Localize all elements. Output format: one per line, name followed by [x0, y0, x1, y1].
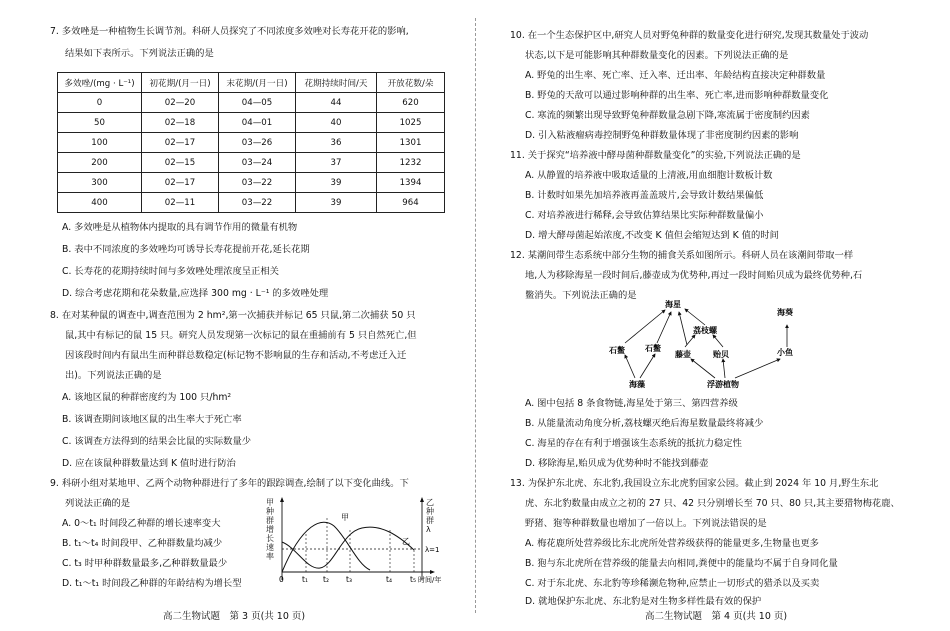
- q10-option-c: C. 寒流的频繁出现导致野兔种群数量急剧下降,寒流属于密度制约因素: [525, 110, 810, 121]
- q10-stem-line2: 状态,以下是可能影响其种群数量变化的因素。下列说法正确的是: [525, 50, 789, 61]
- left-page-footer: 高二生物试题 第 3 页(共 10 页): [163, 611, 306, 622]
- table-header-cell: 多效唑/(mg · L⁻¹): [58, 73, 142, 93]
- q8-option-d: D. 应在该鼠种群数量达到 K 值时进行防治: [62, 458, 236, 469]
- q11-option-b: B. 计数时如果先加培养液再盖盖玻片,会导致计数结果偏低: [525, 190, 764, 201]
- q7-option-c: C. 长寿花的花期持续时间与多效唑处理浓度呈正相关: [62, 266, 279, 277]
- x-axis-unit: 时间/年: [418, 576, 442, 584]
- curve-label-jia: 甲: [341, 513, 349, 522]
- node-haoyu: 海葵: [777, 308, 793, 317]
- table-cell: 02—17: [142, 173, 219, 193]
- q10-option-b: B. 野兔的天敌可以通过影响种群的出生率、死亡率,进而影响种群数量变化: [525, 90, 829, 101]
- q7-option-d: D. 综合考虑花期和花朵数量,应选择 300 mg · L⁻¹ 的多效唑处理: [62, 288, 329, 299]
- table-cell: 02—11: [142, 193, 219, 213]
- q9-option-d: D. t₁～t₁ 时间段乙种群的年龄结构为增长型: [62, 578, 242, 589]
- table-cell: 03—24: [219, 153, 296, 173]
- table-header-cell: 花期持续时间/天: [296, 73, 377, 93]
- q11-option-d: D. 增大酵母菌起始浓度,不改变 K 值但会缩短达到 K 值的时间: [525, 230, 779, 241]
- q11-stem: 11. 关于探究“培养液中酵母菌种群数量变化”的实验,下列说法正确的是: [510, 150, 801, 161]
- x-tick-t2: t₂: [323, 575, 329, 584]
- table-cell: 1232: [377, 153, 445, 173]
- q8-stem-line3: 因该段时间内有鼠出生而种群总数稳定(标记物不影响鼠的生存和活动,不考虑迁入迁: [65, 350, 407, 361]
- node-shibie: 石鳖: [609, 346, 625, 355]
- q12-option-d: D. 移除海星,贻贝成为优势种时不能找到藤壶: [525, 458, 709, 469]
- q12-option-c: C. 海星的存在有利于增强该生态系统的抵抗力稳定性: [525, 438, 742, 449]
- table-cell: 1394: [377, 173, 445, 193]
- q8-option-a: A. 该地区鼠的种群密度约为 100 只/hm²: [62, 392, 232, 403]
- q9-y-left-label: 甲种群增长速率: [266, 498, 274, 561]
- table-cell: 400: [58, 193, 142, 213]
- node-xiaoyu: 小鱼: [777, 348, 793, 357]
- table-row: [58, 153, 445, 173]
- q11-option-a: A. 从静置的培养液中吸取适量的上清液,用血细胞计数板计数: [525, 170, 773, 181]
- x-tick-t3: t₃: [346, 575, 352, 584]
- node-fuyou: 浮游植物: [707, 380, 739, 389]
- table-cell: 44: [296, 93, 377, 113]
- node-lizhiluo: 荔枝螺: [693, 326, 717, 335]
- table-cell: 02—17: [142, 133, 219, 153]
- table-cell: 02—18: [142, 113, 219, 133]
- lambda-label: λ=1: [425, 546, 440, 554]
- q10-stem-line1: 10. 在一个生态保护区中,研究人员对野兔种群的数量变化进行研究,发现其数量处于波动: [510, 30, 869, 41]
- table-cell: 03—22: [219, 193, 296, 213]
- node-yibei: 贻贝: [713, 350, 729, 359]
- table-header-row: [58, 73, 445, 93]
- q9-option-a: A. 0～t₁ 时间段乙种群的增长速率变大: [62, 518, 221, 529]
- table-row: [58, 113, 445, 133]
- q8-stem-line4: 出)。下列说法正确的是: [65, 370, 162, 381]
- node-haixing: 海星: [665, 300, 681, 309]
- table-cell: 0: [58, 93, 142, 113]
- q13-stem-line2: 虎、东北豹数量由成立之初的 27 只、42 只分别增长至 70 只、80 只,其主要猎物梅花鹿、: [525, 498, 900, 509]
- x-tick-t1: t₁: [302, 575, 308, 584]
- right-page: [475, 0, 950, 631]
- q9-stem-line1: 9. 科研小组对某地甲、乙两个动物种群进行了多年的跟踪调查,绘制了以下变化曲线。下: [50, 478, 409, 489]
- q13-option-c: C. 对于东北虎、东北豹等珍稀濒危物种,应禁止一切形式的猎杀以及买卖: [525, 578, 820, 589]
- q11-option-c: C. 对培养液进行稀释,会导致估算结果比实际种群数量偏小: [525, 210, 764, 221]
- q13-option-a: A. 梅花鹿所处营养级比东北虎所处营养级获得的能量更多,生物量也更多: [525, 538, 819, 549]
- q13-option-d: D. 就地保护东北虎、东北豹是对生物多样性最有效的保护: [525, 596, 762, 607]
- q12-option-a: A. 图中包括 8 条食物链,海星处于第三、第四营养级: [525, 398, 738, 409]
- right-page-footer: 高二生物试题 第 4 页(共 10 页): [645, 611, 788, 622]
- table-row: [58, 173, 445, 193]
- table-cell: 100: [58, 133, 142, 153]
- table-cell: 03—22: [219, 173, 296, 193]
- table-cell: 02—20: [142, 93, 219, 113]
- table-cell: 1025: [377, 113, 445, 133]
- x-tick-t4: t₄: [386, 575, 392, 584]
- table-cell: 02—15: [142, 153, 219, 173]
- q7-data-table: [57, 72, 445, 213]
- table-header-cell: 末花期/(月一日): [219, 73, 296, 93]
- table-cell: 40: [296, 113, 377, 133]
- table-row: [58, 133, 445, 153]
- table-cell: 36: [296, 133, 377, 153]
- q12-stem-line3: 鳖消失。下列说法正确的是: [525, 290, 637, 301]
- table-header-cell: 初花期/(月一日): [142, 73, 219, 93]
- table-cell: 964: [377, 193, 445, 213]
- table-cell: 37: [296, 153, 377, 173]
- node-tenghu: 藤壶: [675, 350, 691, 359]
- q9-option-b: B. t₁～t₄ 时间段甲、乙种群数量均减少: [62, 538, 223, 549]
- q9-y-right-label: 乙种群λ: [426, 498, 434, 534]
- table-cell: 04—05: [219, 93, 296, 113]
- table-cell: 04—01: [219, 113, 296, 133]
- table-cell: 200: [58, 153, 142, 173]
- q8-stem-line1: 8. 在对某种鼠的调查中,调查范围为 2 hm²,第一次捕获并标记 65 只鼠,第二次捕获 50 只: [50, 310, 416, 321]
- q9-population-graph: [262, 494, 448, 588]
- q8-stem-line2: 鼠,其中有标记的鼠 15 只。研究人员发现第一次标记的鼠在重捕前有 5 只自然死亡,但: [65, 330, 417, 341]
- table-cell: 1301: [377, 133, 445, 153]
- q8-option-c: C. 该调查方法得到的结果会比鼠的实际数量少: [62, 436, 252, 447]
- table-header-cell: 开放花数/朵: [377, 73, 445, 93]
- q10-option-a: A. 野兔的出生率、死亡率、迁入率、迁出率、年龄结构直接决定种群数量: [525, 70, 826, 81]
- table-cell: 39: [296, 173, 377, 193]
- node-haizao: 海藻: [629, 380, 645, 389]
- table-cell: 39: [296, 193, 377, 213]
- q13-stem-line1: 13. 为保护东北虎、东北豹,我国设立东北虎豹国家公园。截止到 2024 年 10 月,野生东北: [510, 478, 879, 489]
- q8-option-b: B. 该调查期间该地区鼠的出生率大于死亡率: [62, 414, 242, 425]
- table-row: [58, 193, 445, 213]
- q13-stem-line3: 野猪、狍等种群数量也增加了一倍以上。下列说法错误的是: [525, 518, 767, 529]
- q13-option-b: B. 狍与东北虎所在营养级的能量去向相同,粪便中的能量均不属于自身同化量: [525, 558, 838, 569]
- q12-stem-line2: 地,人为移除海星一段时间后,藤壶成为优势种,再过一段时间贻贝成为最终优势种,石: [525, 270, 863, 281]
- q7-option-b: B. 表中不同浓度的多效唑均可诱导长寿花提前开花,延长花期: [62, 244, 310, 255]
- table-cell: 50: [58, 113, 142, 133]
- table-cell: 03—26: [219, 133, 296, 153]
- q12-food-web: [595, 295, 825, 395]
- q7-stem-line1: 7. 多效唑是一种植物生长调节剂。科研人员探究了不同浓度多效唑对长寿花开花的影响,: [50, 26, 409, 37]
- q7-stem-line2: 结果如下表所示。下列说法正确的是: [65, 48, 214, 59]
- q9-stem-line2: 列说法正确的是: [65, 498, 131, 509]
- table-row: [58, 93, 445, 113]
- table-cell: 300: [58, 173, 142, 193]
- q9-option-c: C. t₃ 时甲种群数量最多,乙种群数量最少: [62, 558, 228, 569]
- origin-label: 0: [279, 575, 284, 584]
- curve-label-yi: 乙: [402, 537, 410, 546]
- q12-option-b: B. 从能量流动角度分析,荔枝螺灭绝后海星数量最终将减少: [525, 418, 764, 429]
- table-cell: 620: [377, 93, 445, 113]
- q7-option-a: A. 多效唑是从植物体内提取的具有调节作用的微量有机物: [62, 222, 298, 233]
- q10-option-d: D. 引入粘液瘤病毒控制野兔种群数量体现了非密度制约因素的影响: [525, 130, 799, 141]
- node-shiqie: 石鳖: [645, 344, 661, 353]
- x-tick-t5: t₅: [410, 575, 416, 584]
- q12-stem-line1: 12. 某潮间带生态系统中部分生物的捕食关系如图所示。科研人员在该潮间带取一样: [510, 250, 854, 261]
